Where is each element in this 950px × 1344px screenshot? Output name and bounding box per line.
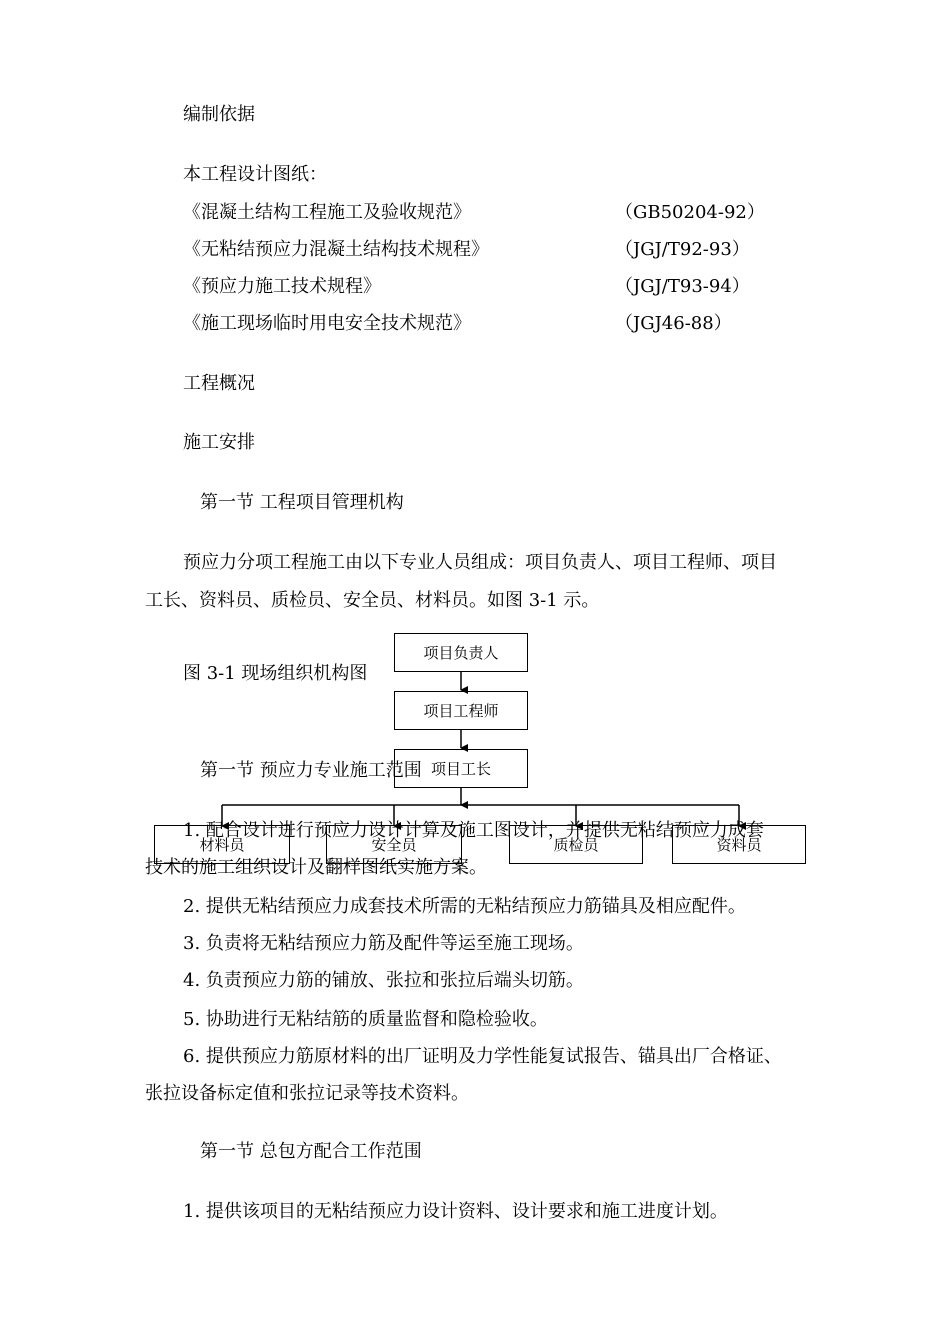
section-title: 第一节 工程项目管理机构 [200, 492, 404, 513]
org-box-foreman: 项目工长 [394, 749, 528, 788]
paragraph-line: 工长、资料员、质检员、安全员、材料员。如图 3-1 示。 [145, 590, 600, 611]
ref-code: （GB50204-92） [615, 202, 765, 223]
paragraph-line: 预应力分项工程施工由以下专业人员组成：项目负责人、项目工程师、项目 [183, 552, 777, 573]
list-item: 4. 负责预应力筋的铺放、张拉和张拉后端头切筋。 [183, 970, 584, 991]
org-box-engineer: 项目工程师 [394, 691, 528, 730]
section-title: 第一节 总包方配合工作范围 [200, 1141, 422, 1162]
ref-code: （JGJ46-88） [615, 313, 732, 334]
org-box-top: 项目负责人 [394, 633, 528, 672]
ref-name: 《混凝土结构工程施工及验收规范》 [183, 202, 471, 223]
drawings-label: 本工程设计图纸： [183, 164, 327, 185]
figure-caption: 图 3-1 现场组织机构图 [183, 663, 368, 684]
list-item: 6. 提供预应力筋原材料的出厂证明及力学性能复试报告、锚具出厂合格证、 [183, 1046, 782, 1067]
ref-name: 《预应力施工技术规程》 [183, 276, 381, 297]
list-item: 1. 提供该项目的无粘结预应力设计资料、设计要求和施工进度计划。 [183, 1201, 728, 1222]
org-box-leaf: 质检员 [509, 825, 643, 864]
list-item: 3. 负责将无粘结预应力筋及配件等运至施工现场。 [183, 933, 584, 954]
org-box-leaf: 安全员 [326, 825, 462, 864]
list-item: 5. 协助进行无粘结筋的质量监督和隐检验收。 [183, 1009, 548, 1030]
heading-arrangement: 施工安排 [183, 432, 255, 453]
list-item: 1. 配合设计进行预应力设计计算及施工图设计，并提供无粘结预应力成套 [183, 820, 764, 841]
org-box-leaf: 材料员 [154, 825, 290, 864]
ref-code: （JGJ/T93-94） [615, 276, 750, 297]
ref-name: 《无粘结预应力混凝土结构技术规程》 [183, 239, 489, 260]
org-box-leaf: 资料员 [672, 825, 806, 864]
section-title: 第一节 预应力专业施工范围 [200, 760, 422, 781]
list-item: 技术的施工组织设计及翻样图纸实施方案。 [145, 857, 487, 878]
heading-overview: 工程概况 [183, 373, 255, 394]
ref-name: 《施工现场临时用电安全技术规范》 [183, 313, 471, 334]
list-item: 张拉设备标定值和张拉记录等技术资料。 [145, 1083, 469, 1104]
list-item: 2. 提供无粘结预应力成套技术所需的无粘结预应力筋锚具及相应配件。 [183, 896, 746, 917]
ref-code: （JGJ/T92-93） [615, 239, 750, 260]
heading-basis: 编制依据 [183, 104, 255, 125]
